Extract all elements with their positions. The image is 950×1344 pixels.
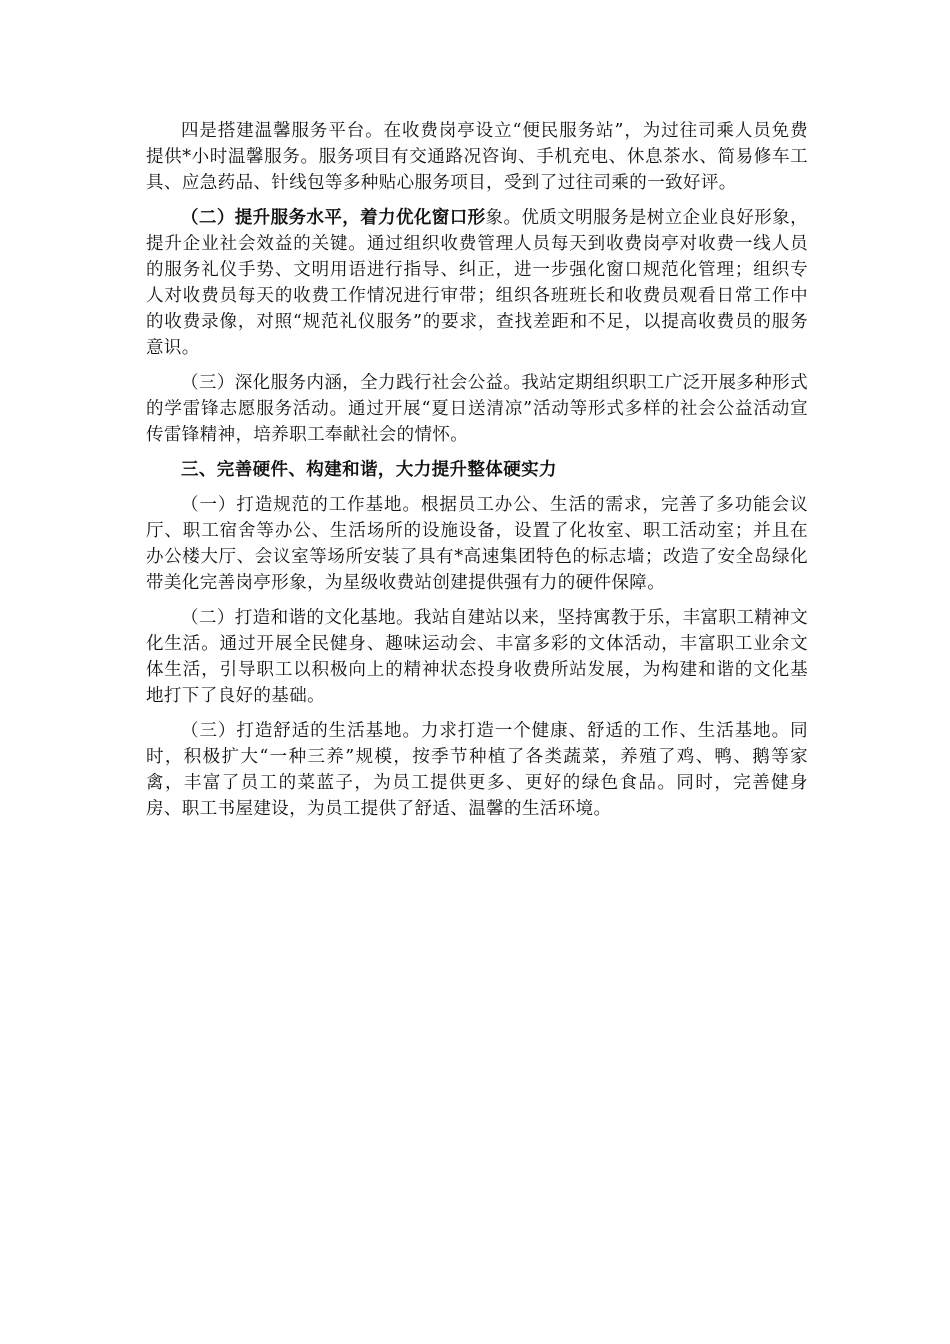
paragraph-text: 象。优质文明服务是树立企业良好形象，提升企业社会效益的关键。通过组织收费管理人员每天到收费岗亭对收费一线人员的服务礼仪手势、文明用语进行指导、纠正，进一步强化窗口规范化管理；组织专人对收费员每天的收费工作情况进行审带；组织各班班长和收费员观看日常工作中的收费录像，对照“规范礼仪服务”的要求，查找差距和不足，以提高收费员的服务意识。: [146, 208, 808, 358]
paragraph-work-base: [146, 492, 808, 596]
paragraph-text: （三）打造舒适的生活基地。力求打造一个健康、舒适的工作、生活基地。同时，积极扩大“一种三养”规模，按季节种植了各类蔬菜，养殖了鸡、鸭、鹅等家禽，丰富了员工的菜蓝子，为员工提供更多、更好的绿色食品。同时，完善健身房、职工书屋建设，为员工提供了舒适、温馨的生活环境。: [146, 721, 808, 819]
paragraph-living-base: [146, 718, 808, 822]
paragraph-public-welfare: [146, 370, 808, 448]
paragraph-lead-bold: （二）提升服务水平，着力优化窗口形: [181, 208, 486, 228]
section-heading: 三、完善硬件、构建和谐，大力提升整体硬实力: [181, 460, 557, 480]
paragraph-service-level: [146, 205, 808, 361]
paragraph-text: （二）打造和谐的文化基地。我站自建站以来，坚持寓教于乐，丰富职工精神文化生活。通过开展全民健身、趣味运动会、丰富多彩的文体活动，丰富职工业余文体生活，引导职工以积极向上的精神状态投身收费所站发展，为构建和谐的文化基地打下了良好的基础。: [146, 608, 808, 706]
paragraph-text: 四是搭建温馨服务平台。在收费岗亭设立“便民服务站”，为过往司乘人员免费提供*小时温馨服务。服务项目有交通路况咨询、手机充电、休息茶水、简易修车工具、应急药品、针线包等多种贴心服务项目，受到了过往司乘的一致好评。: [146, 121, 808, 193]
paragraph-text: （一）打造规范的工作基地。根据员工办公、生活的需求，完善了多功能会议厅、职工宿舍等办公、生活场所的设施设备，设置了化妆室、职工活动室；并且在办公楼大厅、会议室等场所安装了具有*高速集团特色的标志墙；改造了安全岛绿化带美化完善岗亭形象，为星级收费站创建提供强有力的硬件保障。: [146, 495, 808, 593]
paragraph-service-platform: [146, 118, 808, 196]
document-page: [146, 118, 808, 831]
paragraph-culture-base: [146, 605, 808, 709]
paragraph-text: （三）深化服务内涵，全力践行社会公益。我站定期组织职工广泛开展多种形式的学雷锋志愿服务活动。通过开展“夏日送清凉”活动等形式多样的社会公益活动宣传雷锋精神，培养职工奉献社会的情怀。: [146, 373, 808, 445]
